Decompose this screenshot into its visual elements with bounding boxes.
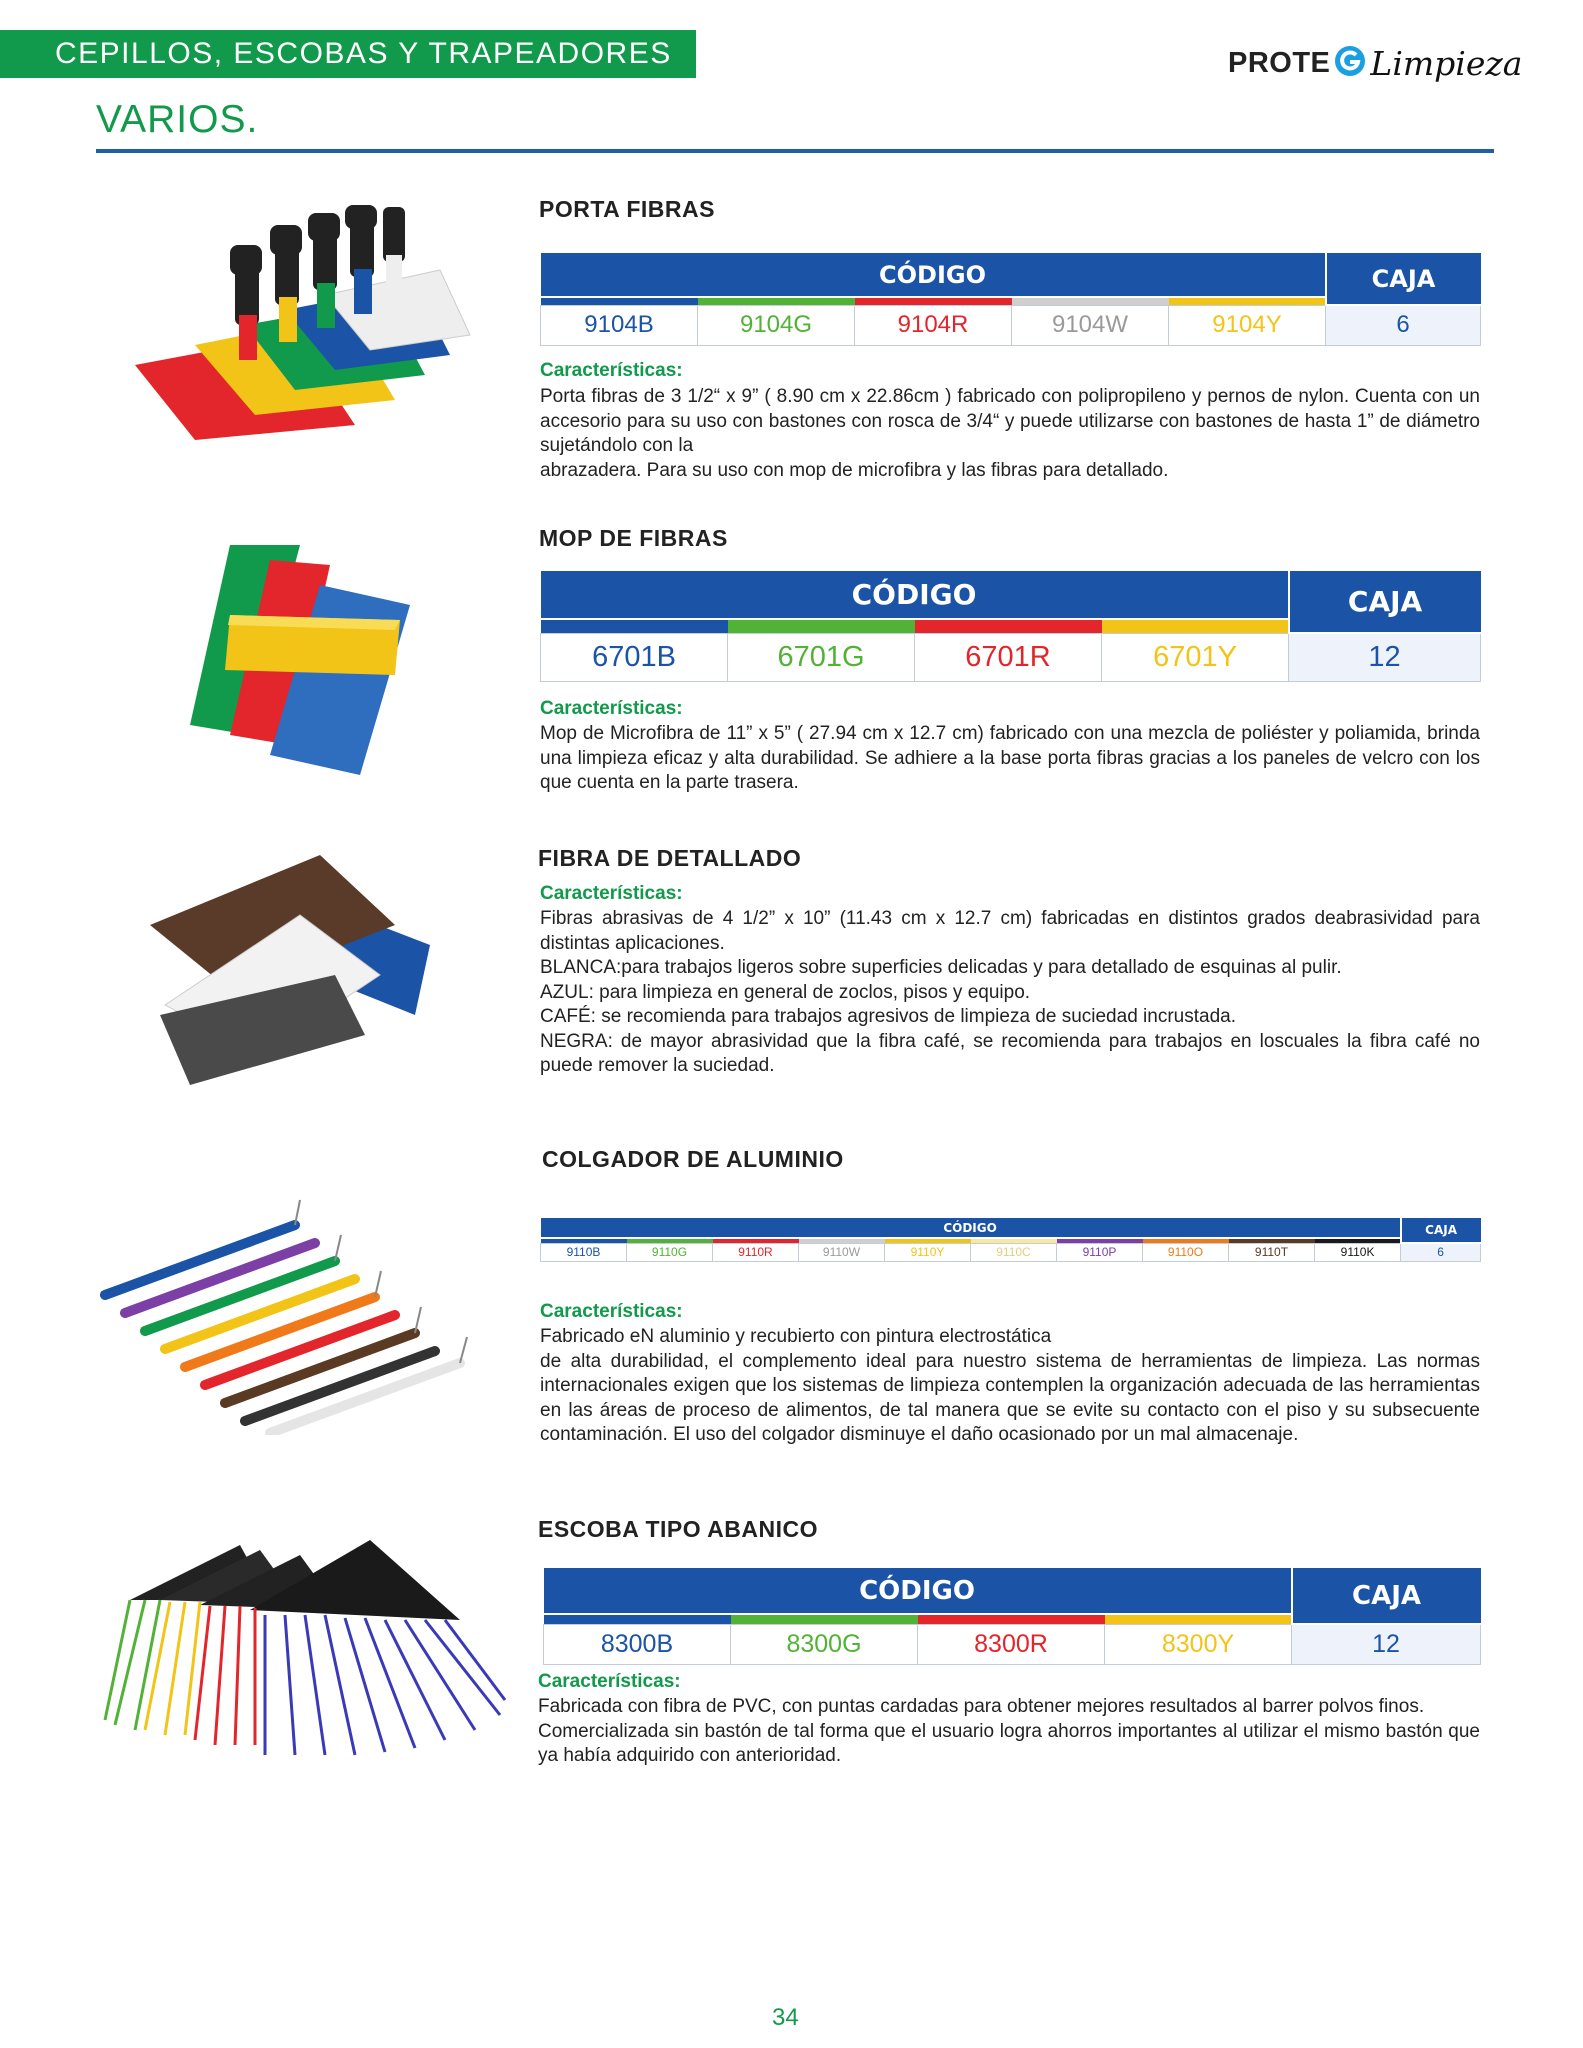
code-cell: 6701G (728, 633, 915, 681)
code-cell: 9110P (1057, 1243, 1143, 1261)
code-cell: 9104R (855, 305, 1012, 345)
code-cell: 8300Y (1105, 1624, 1292, 1664)
description-paragraph: abrazadera. Para su uso con mop de microfibra y las fibras para detallado. (540, 459, 1169, 481)
description-paragraph: NEGRA: de mayor abrasividad que la fibra café, se recomienda para trabajos en loscuales la fibra café no puede remover la suciedad. (540, 1030, 1480, 1076)
microfiber-mop-image (190, 535, 440, 780)
code-cell: 9110R (713, 1243, 799, 1261)
color-bar-red (915, 619, 1102, 633)
caja-header: CAJA (1326, 253, 1481, 305)
code-cell: 9104G (698, 305, 855, 345)
fiber-holder-image (135, 205, 475, 450)
product-description (540, 722, 1480, 796)
code-cell: 9104B (541, 305, 698, 345)
product-title-porta-fibras: PORTA FIBRAS (539, 196, 715, 222)
product-description (540, 907, 1480, 1079)
code-cell: 8300R (918, 1624, 1105, 1664)
codigo-header: CÓDIGO (541, 571, 1289, 619)
product-description (540, 385, 1480, 483)
code-cell: 9110Y (885, 1243, 971, 1261)
code-table-mop (540, 571, 1481, 682)
color-bar-blue (544, 1614, 731, 1624)
color-bar-white (1012, 297, 1169, 305)
section-divider (96, 149, 1494, 153)
product-title-fibra-detallado: FIBRA DE DETALLADO (538, 845, 802, 871)
caja-value: 12 (1292, 1624, 1481, 1664)
characteristics-label: Características: (538, 1671, 681, 1692)
code-cell: 9110O (1143, 1243, 1229, 1261)
logo-script-text: Limpieza (1370, 43, 1523, 83)
logo-g-icon (1334, 45, 1366, 82)
code-cell: 6701B (541, 633, 728, 681)
code-cell: 9110G (627, 1243, 713, 1261)
color-bar-green (731, 1614, 918, 1624)
aluminum-hanger-image (95, 1195, 505, 1440)
caja-value: 6 (1401, 1243, 1481, 1261)
product-description (538, 1695, 1480, 1769)
color-bar-blue (541, 619, 728, 633)
color-bar-blue (541, 297, 698, 305)
color-bar-red (855, 297, 1012, 305)
code-cell: 8300B (544, 1624, 731, 1664)
description-paragraph: de alta durabilidad, el complemento ideal para nuestro sistema de herramientas de limpieza. Las normas internacionales exigen que los sistemas de limpieza contemplen la organización adecuada de las herramientas en las áreas de proceso de alimentos, de tal manera que se evite su contacto con el piso y su subsecuente contaminación. El uso del colgador disminuye el daño ocasionado por un mal almacenaje. (540, 1350, 1480, 1445)
code-cell: 9110B (541, 1243, 627, 1261)
description-paragraph: Fabricado eN aluminio y recubierto con pintura electrostática (540, 1326, 1052, 1347)
color-bar-yellow (1102, 619, 1289, 633)
code-cell: 9110T (1229, 1243, 1315, 1261)
caja-value: 6 (1326, 305, 1481, 345)
caja-header: CAJA (1289, 571, 1481, 633)
caja-header: CAJA (1292, 1568, 1481, 1624)
code-table-colgador (540, 1218, 1481, 1262)
description-paragraph: BLANCA:para trabajos ligeros sobre superficies delicadas y para detallado de esquinas al pulir. (540, 957, 1342, 978)
product-title-escoba: ESCOBA TIPO ABANICO (538, 1516, 818, 1542)
product-description (540, 1325, 1480, 1448)
codigo-header: CÓDIGO (541, 253, 1326, 297)
description-paragraph: Fibras abrasivas de 4 1/2” x 10” (11.43 cm x 12.7 cm) fabricadas en distintos grados deabrasividad para distintas aplicaciones. (540, 908, 1480, 954)
code-cell: 9104Y (1169, 305, 1326, 345)
description-paragraph: Mop de Microfibra de 11” x 5” ( 27.94 cm x 12.7 cm) fabricado con una mezcla de poliéster y poliamida, brinda una limpieza eficaz y alta durabilidad. Se adhiere a la base porta fibras gracias a los paneles de velcro con los que cuenta en la parte trasera. (540, 723, 1480, 793)
page-number: 34 (772, 2004, 799, 2031)
fan-broom-image (100, 1540, 510, 1765)
section-title: VARIOS. (96, 98, 259, 141)
description-paragraph: CAFÉ: se recomienda para trabajos agresivos de limpieza de suciedad incrustada. (540, 1006, 1236, 1027)
description-paragraph: Porta fibras de 3 1/2“ x 9” ( 8.90 cm x 22.86cm ) fabricado con polipropileno y pernos de nylon. Cuenta con un accesorio para su uso con bastones con rosca de 3/4“ y puede utilizarse con bastones de hasta 1” de diámetro sujetándolo con la (540, 386, 1480, 456)
product-title-mop: MOP DE FIBRAS (539, 525, 728, 551)
caja-value: 12 (1289, 633, 1481, 681)
characteristics-label: Características: (540, 360, 683, 381)
description-paragraph: Comercializada sin bastón de tal forma que el usuario logra ahorros importantes al utilizar el mismo bastón que ya había adquirido con anterioridad. (538, 1720, 1480, 1766)
logo-prote-text: PROTE (1228, 46, 1331, 79)
codigo-header: CÓDIGO (544, 1568, 1292, 1614)
code-cell: 9110K (1315, 1243, 1401, 1261)
code-cell: 9110W (799, 1243, 885, 1261)
description-paragraph: Fabricada con fibra de PVC, con puntas cardadas para obtener mejores resultados al barrer polvos finos. (538, 1696, 1425, 1717)
category-banner: CEPILLOS, ESCOBAS Y TRAPEADORES (0, 30, 696, 78)
code-cell: 9104W (1012, 305, 1169, 345)
color-bar-yellow (1105, 1614, 1292, 1624)
characteristics-label: Características: (540, 883, 683, 904)
code-cell: 6701R (915, 633, 1102, 681)
code-table-porta-fibras (540, 253, 1481, 346)
characteristics-label: Características: (540, 1301, 683, 1322)
detail-fiber-pads-image (150, 855, 440, 1090)
codigo-header: CÓDIGO (541, 1218, 1401, 1238)
code-table-escoba (543, 1568, 1481, 1665)
color-bar-green (728, 619, 915, 633)
product-title-colgador: COLGADOR DE ALUMINIO (542, 1146, 844, 1172)
code-cell: 9110C (971, 1243, 1057, 1261)
code-cell: 6701Y (1102, 633, 1289, 681)
description-paragraph: AZUL: para limpieza en general de zoclos, pisos y equipo. (540, 981, 1031, 1003)
color-bar-yellow (1169, 297, 1326, 305)
color-bar-red (918, 1614, 1105, 1624)
code-cell: 8300G (731, 1624, 918, 1664)
color-bar-green (698, 297, 855, 305)
characteristics-label: Características: (540, 698, 683, 719)
caja-header: CAJA (1401, 1218, 1481, 1243)
brand-logo (1228, 38, 1522, 88)
